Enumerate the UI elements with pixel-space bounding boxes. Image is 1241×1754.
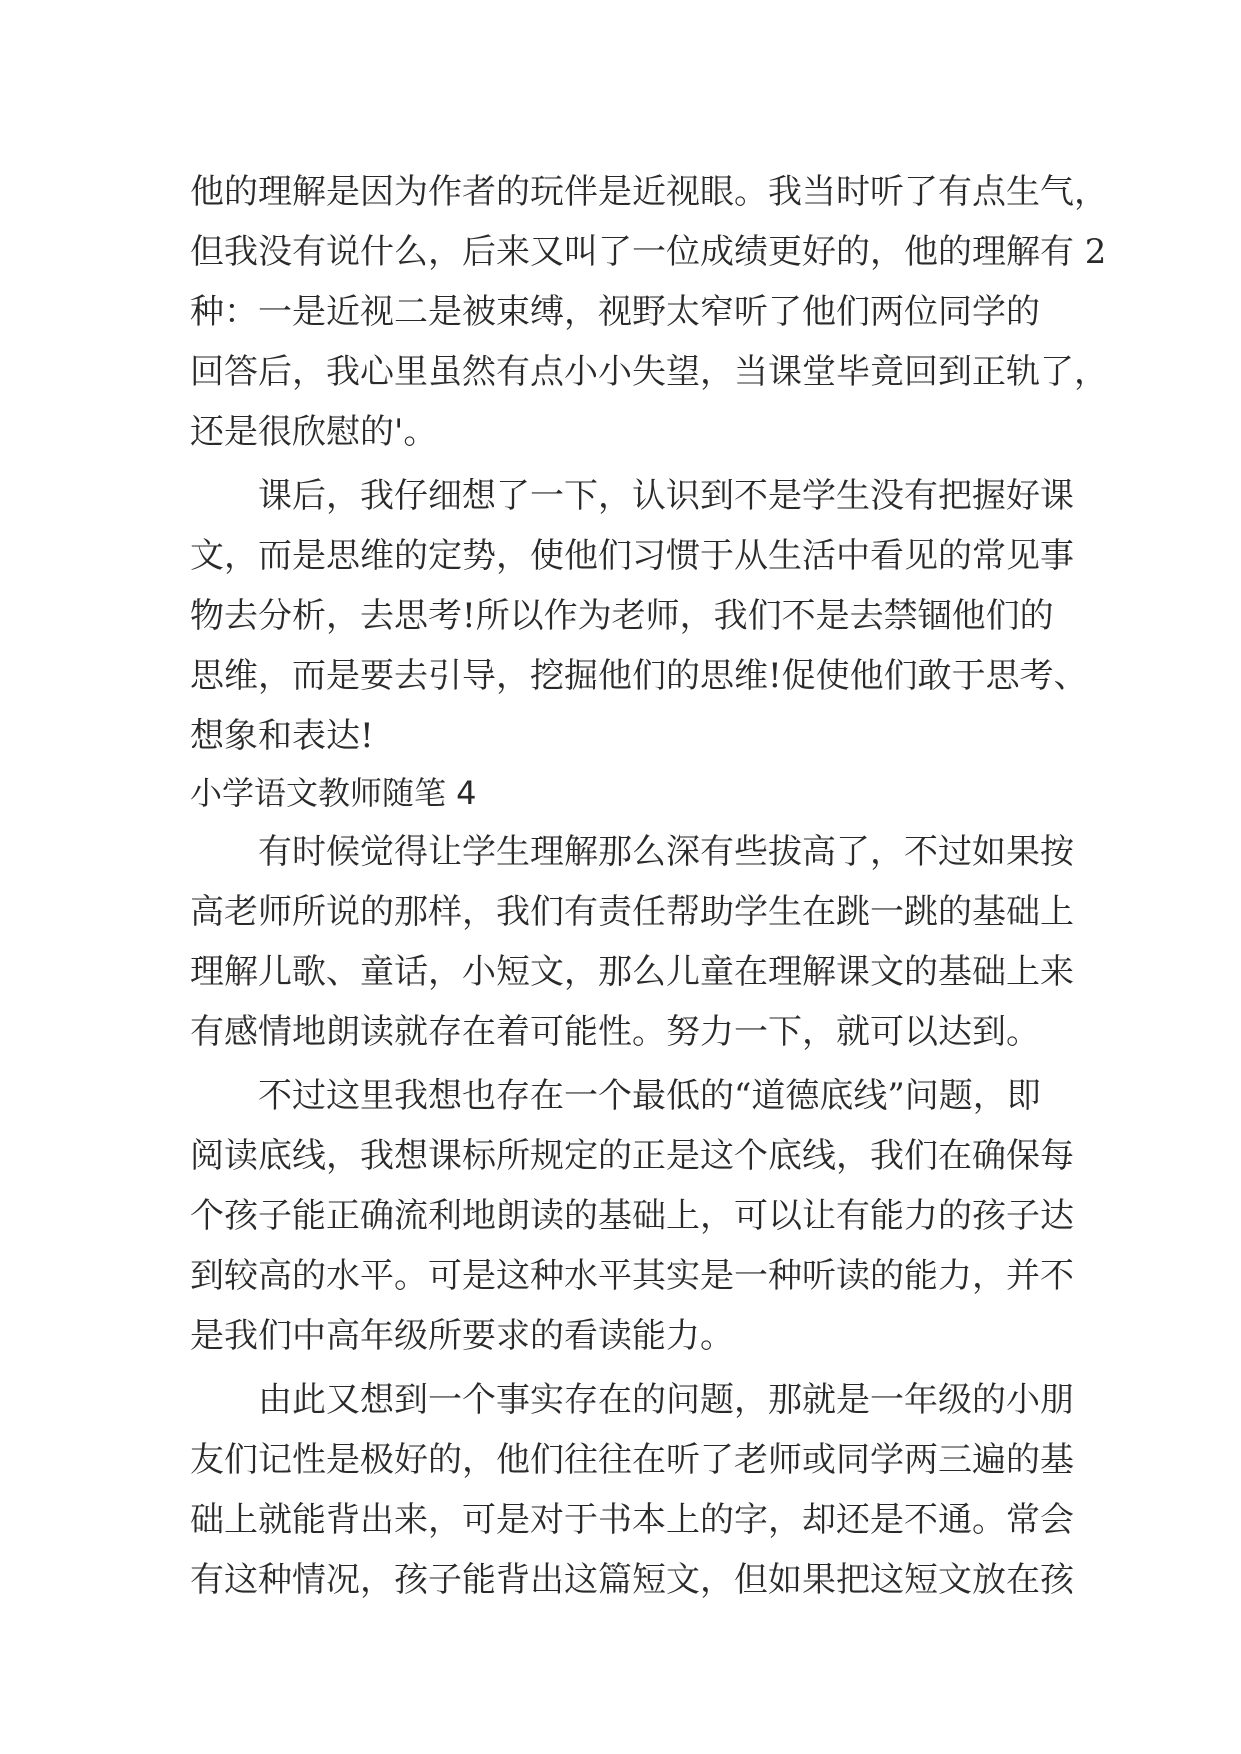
text-line: 有时候觉得让学生理解那么深有些拔高了，不过如果按: [190, 832, 1074, 872]
text-line: 有这种情况，孩子能背出这篇短文，但如果把这短文放在孩: [190, 1560, 1074, 1600]
text-line: 到较高的水平。可是这种水平其实是一种听读的能力，并不: [190, 1256, 1074, 1296]
text-line: 理解儿歌、童话，小短文，那么儿童在理解课文的基础上来: [190, 952, 1074, 992]
text-line: 他的理解是因为作者的玩伴是近视眼。我当时听了有点生气，: [190, 172, 1108, 212]
text-line: 但我没有说什么，后来又叫了一位成绩更好的，他的理解有 2: [190, 232, 1107, 272]
text-line: 回答后，我心里虽然有点小小失望，当课堂毕竟回到正轨了，: [190, 352, 1108, 392]
text-line: 种：一是近视二是被束缚，视野太窄听了他们两位同学的: [190, 292, 1040, 332]
text-line: 由此又想到一个事实存在的问题，那就是一年级的小朋: [190, 1380, 1074, 1420]
text-line: 思维，而是要去引导，挖掘他们的思维!促使他们敢于思考、: [190, 656, 1088, 696]
text-line: 不过这里我想也存在一个最低的“道德底线”问题，即: [190, 1076, 1041, 1116]
text-line: 是我们中高年级所要求的看读能力。: [190, 1316, 734, 1356]
text-line: 想象和表达!: [190, 716, 374, 756]
text-line: 个孩子能正确流利地朗读的基础上，可以让有能力的孩子达: [190, 1196, 1074, 1236]
section-heading: 小学语文教师随笔 4: [190, 774, 477, 812]
text-line: 课后，我仔细想了一下，认识到不是学生没有把握好课: [190, 476, 1074, 516]
text-line: 阅读底线，我想课标所规定的正是这个底线，我们在确保每: [190, 1136, 1074, 1176]
text-line: 有感情地朗读就存在着可能性。努力一下，就可以达到。: [190, 1012, 1040, 1052]
text-line: 还是很欣慰的'。: [190, 412, 438, 452]
text-line: 友们记性是极好的，他们往往在听了老师或同学两三遍的基: [190, 1440, 1074, 1480]
text-line: 高老师所说的那样，我们有责任帮助学生在跳一跳的基础上: [190, 892, 1074, 932]
text-line: 础上就能背出来，可是对于书本上的字，却还是不通。常会: [190, 1500, 1074, 1540]
text-line: 物去分析，去思考!所以作为老师，我们不是去禁锢他们的: [190, 596, 1054, 636]
text-line: 文，而是思维的定势，使他们习惯于从生活中看见的常见事: [190, 536, 1074, 576]
